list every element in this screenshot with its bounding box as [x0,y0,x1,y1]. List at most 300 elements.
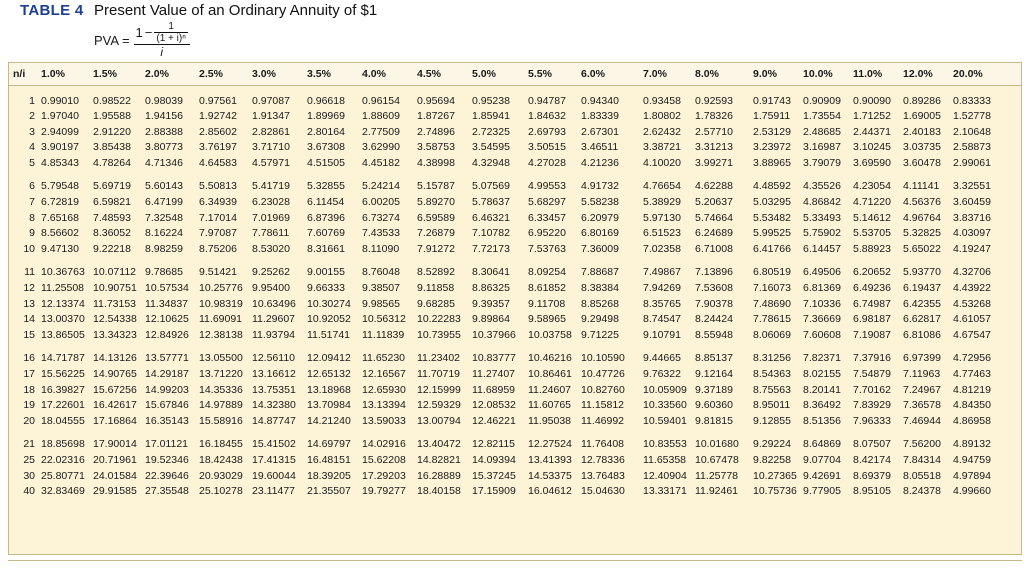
table-row [9,242,1021,258]
value-cell: 0.97087 [252,94,290,107]
pva-formula [94,20,190,60]
value-cell: 3.32551 [953,180,991,193]
column-header-rate: 2.5% [199,67,223,80]
value-cell: 14.09394 [472,453,516,466]
value-cell: 6.72819 [41,196,79,209]
period-cell: 4 [29,141,35,154]
table-row [9,179,1021,195]
formula-one: 1 [135,25,143,40]
value-cell: 16.18455 [199,438,243,451]
value-cell: 9.00155 [307,266,345,279]
value-cell: 1.73554 [803,110,841,123]
value-cell: 5.53705 [853,227,891,240]
column-header-rate: 11.0% [853,67,883,80]
value-cell: 16.42617 [93,399,137,412]
value-cell: 2.82861 [252,125,290,138]
value-cell: 3.60478 [903,156,941,169]
value-cell: 7.60769 [307,227,345,240]
period-cell: 7 [29,196,35,209]
value-cell: 6.41766 [753,242,791,255]
value-cell: 7.13896 [695,266,733,279]
value-cell: 4.38998 [417,156,455,169]
value-cell: 7.49867 [643,266,681,279]
value-cell: 2.85602 [199,125,237,138]
value-cell: 11.92461 [695,485,739,498]
value-cell: 10.83777 [472,352,516,365]
group-spacer [9,429,1021,437]
value-cell: 5.32825 [903,227,941,240]
value-cell: 14.87747 [252,414,296,427]
value-cell: 18.04555 [41,414,85,427]
value-cell: 3.76197 [199,141,237,154]
value-cell: 8.02155 [803,368,841,380]
value-cell: 1.97040 [41,110,79,123]
value-cell: 4.76654 [643,180,681,193]
value-cell: 19.79277 [362,485,406,498]
period-cell: 18 [23,383,35,396]
value-cell: 13.59033 [362,414,406,427]
value-cell: 3.88965 [753,156,791,169]
value-cell: 8.05518 [903,469,941,482]
value-cell: 3.16987 [803,141,841,154]
value-cell: 2.40183 [903,125,941,138]
value-cell: 2.94099 [41,125,79,138]
table-row [9,125,1021,141]
value-cell: 5.68297 [528,196,566,209]
value-cell: 2.72325 [472,125,510,138]
value-cell: 4.53268 [953,297,991,310]
value-cell: 13.34323 [93,328,137,341]
value-cell: 13.18968 [307,383,351,396]
value-cell: 5.32855 [307,180,345,193]
value-cell: 9.81815 [695,414,733,427]
value-cell: 4.32948 [472,156,510,169]
column-header-rate: 8.0% [695,67,719,80]
value-cell: 21.35507 [307,485,351,498]
value-cell: 2.44371 [853,125,891,138]
value-cell: 6.00205 [362,196,400,209]
group-spacer [9,85,1021,94]
value-cell: 17.15909 [472,485,516,498]
value-cell: 4.89132 [953,438,991,451]
value-cell: 6.11454 [307,196,345,209]
value-cell: 7.36669 [803,313,841,326]
value-cell: 17.22601 [41,399,85,412]
value-cell: 8.31256 [753,352,791,365]
table-row [9,398,1021,414]
value-cell: 7.01969 [252,211,290,224]
value-cell: 9.12164 [695,368,733,380]
period-cell: 17 [23,368,35,380]
value-cell: 19.60044 [252,469,296,482]
period-cell: 40 [23,485,35,498]
value-cell: 8.16224 [145,227,183,240]
value-cell: 9.95400 [252,282,290,295]
column-header-rate: 10.0% [803,67,833,80]
value-cell: 7.17014 [199,211,237,224]
table-row [9,226,1021,242]
value-cell: 3.90197 [41,141,79,154]
value-cell: 13.70984 [307,399,351,412]
value-cell: 8.98259 [145,242,183,255]
value-cell: 9.82258 [753,453,791,466]
value-cell: 0.83333 [953,94,991,107]
value-cell: 14.29187 [145,368,189,380]
value-cell: 5.79548 [41,180,79,193]
column-header-rate: 3.0% [252,67,276,80]
value-cell: 6.97399 [903,352,941,365]
value-cell: 6.80169 [581,227,619,240]
group-spacer [9,257,1021,265]
value-cell: 13.40472 [417,438,461,451]
value-cell: 8.36052 [93,227,131,240]
value-cell: 2.58873 [953,141,991,154]
value-cell: 7.72173 [472,242,510,255]
value-cell: 5.93770 [903,266,941,279]
value-cell: 2.77509 [362,125,400,138]
value-cell: 8.74547 [643,313,681,326]
value-cell: 16.39827 [41,383,85,396]
value-cell: 3.10245 [853,141,891,154]
value-cell: 8.30641 [472,266,510,279]
value-cell: 6.71008 [695,242,733,255]
value-cell: 8.35765 [643,297,681,310]
value-cell: 4.57971 [252,156,290,169]
value-cell: 6.20652 [853,266,891,279]
value-cell: 10.90751 [93,282,137,295]
period-cell: 21 [23,438,35,451]
value-cell: 10.75736 [753,485,797,498]
value-cell: 7.83929 [853,399,891,412]
value-cell: 4.71220 [853,196,891,209]
value-cell: 10.36763 [41,266,85,279]
value-cell: 10.10590 [581,352,625,365]
value-cell: 9.38507 [362,282,400,295]
value-cell: 1.85941 [472,110,510,123]
value-cell: 11.25508 [41,282,85,295]
value-cell: 5.78637 [472,196,510,209]
value-cell: 3.83716 [953,211,991,224]
value-cell: 6.49506 [803,266,841,279]
value-cell: 13.76483 [581,469,625,482]
value-cell: 10.92052 [307,313,351,326]
formula-numerator [134,21,190,44]
value-cell: 0.95694 [417,94,455,107]
value-cell: 7.37916 [853,352,891,365]
value-cell: 4.64583 [199,156,237,169]
value-cell: 8.24424 [695,313,733,326]
value-cell: 10.22283 [417,313,461,326]
value-cell: 4.86842 [803,196,841,209]
value-cell: 12.40904 [643,469,687,482]
value-cell: 3.31213 [695,141,733,154]
value-cell: 6.24689 [695,227,733,240]
value-cell: 3.80773 [145,141,183,154]
table-number: TABLE 4 [20,2,84,19]
formula-inner-fraction [154,21,188,44]
table-row [9,383,1021,399]
value-cell: 24.01584 [93,469,137,482]
value-cell: 8.53020 [252,242,290,255]
value-cell: 9.25262 [252,266,290,279]
value-cell: 2.10648 [953,125,991,138]
value-cell: 13.71220 [199,368,243,380]
value-cell: 8.76048 [362,266,400,279]
period-cell: 1 [29,94,35,107]
value-cell: 10.82760 [581,383,625,396]
table-row [9,484,1021,500]
value-cell: 7.19087 [853,328,891,341]
value-cell: 20.71961 [93,453,137,466]
value-cell: 10.47726 [581,368,625,380]
value-cell: 15.41502 [252,438,296,451]
value-cell: 0.92593 [695,94,733,107]
value-cell: 0.91743 [753,94,791,107]
value-cell: 11.27407 [472,368,516,380]
value-cell: 7.65168 [41,211,79,224]
value-cell: 4.23054 [853,180,891,193]
value-cell: 5.50813 [199,180,237,193]
table-row [9,109,1021,125]
column-header-rate: 9.0% [753,67,777,80]
value-cell: 7.32548 [145,211,183,224]
value-cell: 13.57771 [145,352,189,365]
value-cell: 1.71252 [853,110,891,123]
value-cell: 8.75206 [199,242,237,255]
value-cell: 9.60360 [695,399,733,412]
value-cell: 13.86505 [41,328,85,341]
value-cell: 4.91732 [581,180,619,193]
value-cell: 12.56110 [252,352,296,365]
value-cell: 9.77905 [803,485,841,498]
table-row [9,414,1021,430]
value-cell: 6.20979 [581,211,619,224]
value-cell: 14.13126 [93,352,137,365]
value-cell: 12.54338 [93,313,137,326]
value-cell: 7.10336 [803,297,841,310]
value-cell: 13.16612 [252,368,296,380]
value-cell: 13.13394 [362,399,406,412]
value-cell: 4.61057 [953,313,991,326]
value-cell: 9.10791 [643,328,681,341]
value-cell: 2.88388 [145,125,183,138]
value-cell: 6.34939 [199,196,237,209]
value-cell: 10.37966 [472,328,516,341]
value-cell: 6.73274 [362,211,400,224]
value-cell: 8.20141 [803,383,841,396]
value-cell: 4.56376 [903,196,941,209]
value-cell: 7.36578 [903,399,941,412]
value-cell: 7.02358 [643,242,681,255]
value-cell: 1.84632 [528,110,566,123]
value-cell: 7.10782 [472,227,510,240]
period-cell: 14 [23,313,35,326]
value-cell: 9.44665 [643,352,681,365]
period-cell: 13 [23,297,35,310]
value-cell: 12.78336 [581,453,625,466]
value-cell: 14.99203 [145,383,189,396]
value-cell: 4.48592 [753,180,791,193]
value-cell: 8.85268 [581,297,619,310]
value-cell: 8.54363 [753,368,791,380]
value-cell: 0.94787 [528,94,566,107]
value-cell: 8.85137 [695,352,733,365]
value-cell: 0.94340 [581,94,619,107]
value-cell: 3.54595 [472,141,510,154]
table-row [9,156,1021,172]
value-cell: 2.74896 [417,125,455,138]
value-cell: 0.93458 [643,94,681,107]
column-header-rate: 12.0% [903,67,933,80]
value-cell: 2.57710 [695,125,733,138]
value-cell: 5.20637 [695,196,733,209]
value-cell: 10.56312 [362,313,406,326]
value-cell: 13.00794 [417,414,461,427]
value-cell: 6.81369 [803,282,841,295]
table-row [9,94,1021,110]
value-cell: 9.29498 [581,313,619,326]
value-cell: 4.72956 [953,352,991,365]
value-cell: 2.69793 [528,125,566,138]
spacer-cell [9,429,1021,437]
table-title: Present Value of an Ordinary Annuity of $1 [94,2,378,19]
value-cell: 1.94156 [145,110,183,123]
column-header-period: n/i [13,67,26,80]
value-cell: 1.88609 [362,110,400,123]
value-cell: 4.78264 [93,156,131,169]
column-header-rate: 4.5% [417,67,441,80]
table-body [9,85,1021,500]
value-cell: 5.53482 [753,211,791,224]
value-cell: 7.11963 [903,368,941,380]
value-cell: 9.47130 [41,242,79,255]
formula-denominator: i [160,45,164,59]
value-cell: 4.35526 [803,180,841,193]
value-cell: 7.90378 [695,297,733,310]
value-cell: 10.83553 [643,438,687,451]
value-cell: 14.71787 [41,352,85,365]
value-cell: 7.36009 [581,242,619,255]
value-cell: 11.76408 [581,438,625,451]
value-cell: 5.99525 [753,227,791,240]
value-cell: 10.67478 [695,453,739,466]
value-cell: 18.42438 [199,453,243,466]
value-cell: 10.86461 [528,368,572,380]
value-cell: 5.03295 [753,196,791,209]
value-cell: 9.42691 [803,469,841,482]
spacer-cell [9,171,1021,179]
value-cell: 5.41719 [252,180,290,193]
value-cell: 5.14612 [853,211,891,224]
table-row [9,367,1021,383]
value-cell: 4.21236 [581,156,619,169]
value-cell: 11.15812 [581,399,625,412]
value-cell: 3.62990 [362,141,400,154]
value-cell: 8.31661 [307,242,345,255]
value-cell: 12.16567 [362,368,406,380]
value-cell: 10.03758 [528,328,572,341]
value-cell: 8.75563 [753,383,791,396]
value-cell: 16.48151 [307,453,351,466]
value-cell: 14.69797 [307,438,351,451]
value-cell: 5.74664 [695,211,733,224]
table-row [9,211,1021,227]
value-cell: 12.59329 [417,399,461,412]
value-cell: 22.39646 [145,469,189,482]
table-row [9,265,1021,281]
value-cell: 1.75911 [753,110,791,123]
table-row [9,195,1021,211]
value-cell: 20.93029 [199,469,243,482]
value-cell: 0.99010 [41,94,79,107]
value-cell: 15.04630 [581,485,625,498]
period-cell: 3 [29,125,35,138]
value-cell: 11.68959 [472,383,516,396]
value-cell: 9.66333 [307,282,345,295]
formula-lhs: PVA = [94,32,130,48]
period-cell: 8 [29,211,35,224]
value-cell: 7.78611 [252,227,290,240]
value-cell: 1.80802 [643,110,681,123]
value-cell: 15.58916 [199,414,243,427]
value-cell: 9.98565 [362,297,400,310]
value-cell: 7.48690 [753,297,791,310]
value-cell: 6.80519 [753,266,791,279]
value-cell: 6.98187 [853,313,891,326]
period-cell: 15 [23,328,35,341]
formula-inner-denominator: (1 + i)ⁿ [156,33,186,44]
value-cell: 8.42174 [853,453,891,466]
value-cell: 8.07507 [853,438,891,451]
value-cell: 8.36492 [803,399,841,412]
value-cell: 12.15999 [417,383,461,396]
value-cell: 7.43533 [362,227,400,240]
value-cell: 7.46944 [903,414,941,427]
value-cell: 0.95238 [472,94,510,107]
value-cell: 6.59589 [417,211,455,224]
value-cell: 0.98039 [145,94,183,107]
value-cell: 0.96618 [307,94,345,107]
value-cell: 6.49236 [853,282,891,295]
value-cell: 11.95038 [528,414,572,427]
value-cell: 6.42355 [903,297,941,310]
value-cell: 18.85698 [41,438,85,451]
value-cell: 3.60459 [953,196,991,209]
table-row [9,469,1021,485]
value-cell: 3.58753 [417,141,455,154]
period-cell: 10 [23,242,35,255]
value-cell: 4.27028 [528,156,566,169]
value-cell: 19.52346 [145,453,189,466]
value-cell: 6.59821 [93,196,131,209]
value-cell: 7.94269 [643,282,681,295]
spacer-cell [9,257,1021,265]
value-cell: 15.67256 [93,383,137,396]
value-cell: 3.71710 [252,141,290,154]
period-cell: 16 [23,352,35,365]
value-cell: 4.19247 [953,242,991,255]
value-cell: 9.07704 [803,453,841,466]
value-cell: 7.53608 [695,282,733,295]
value-cell: 13.33171 [643,485,687,498]
value-cell: 2.67301 [581,125,619,138]
value-cell: 1.95588 [93,110,131,123]
value-cell: 3.23972 [753,141,791,154]
value-cell: 0.90909 [803,94,841,107]
value-cell: 2.99061 [953,156,991,169]
spacer-cell [9,85,1021,94]
value-cell: 2.62432 [643,125,681,138]
